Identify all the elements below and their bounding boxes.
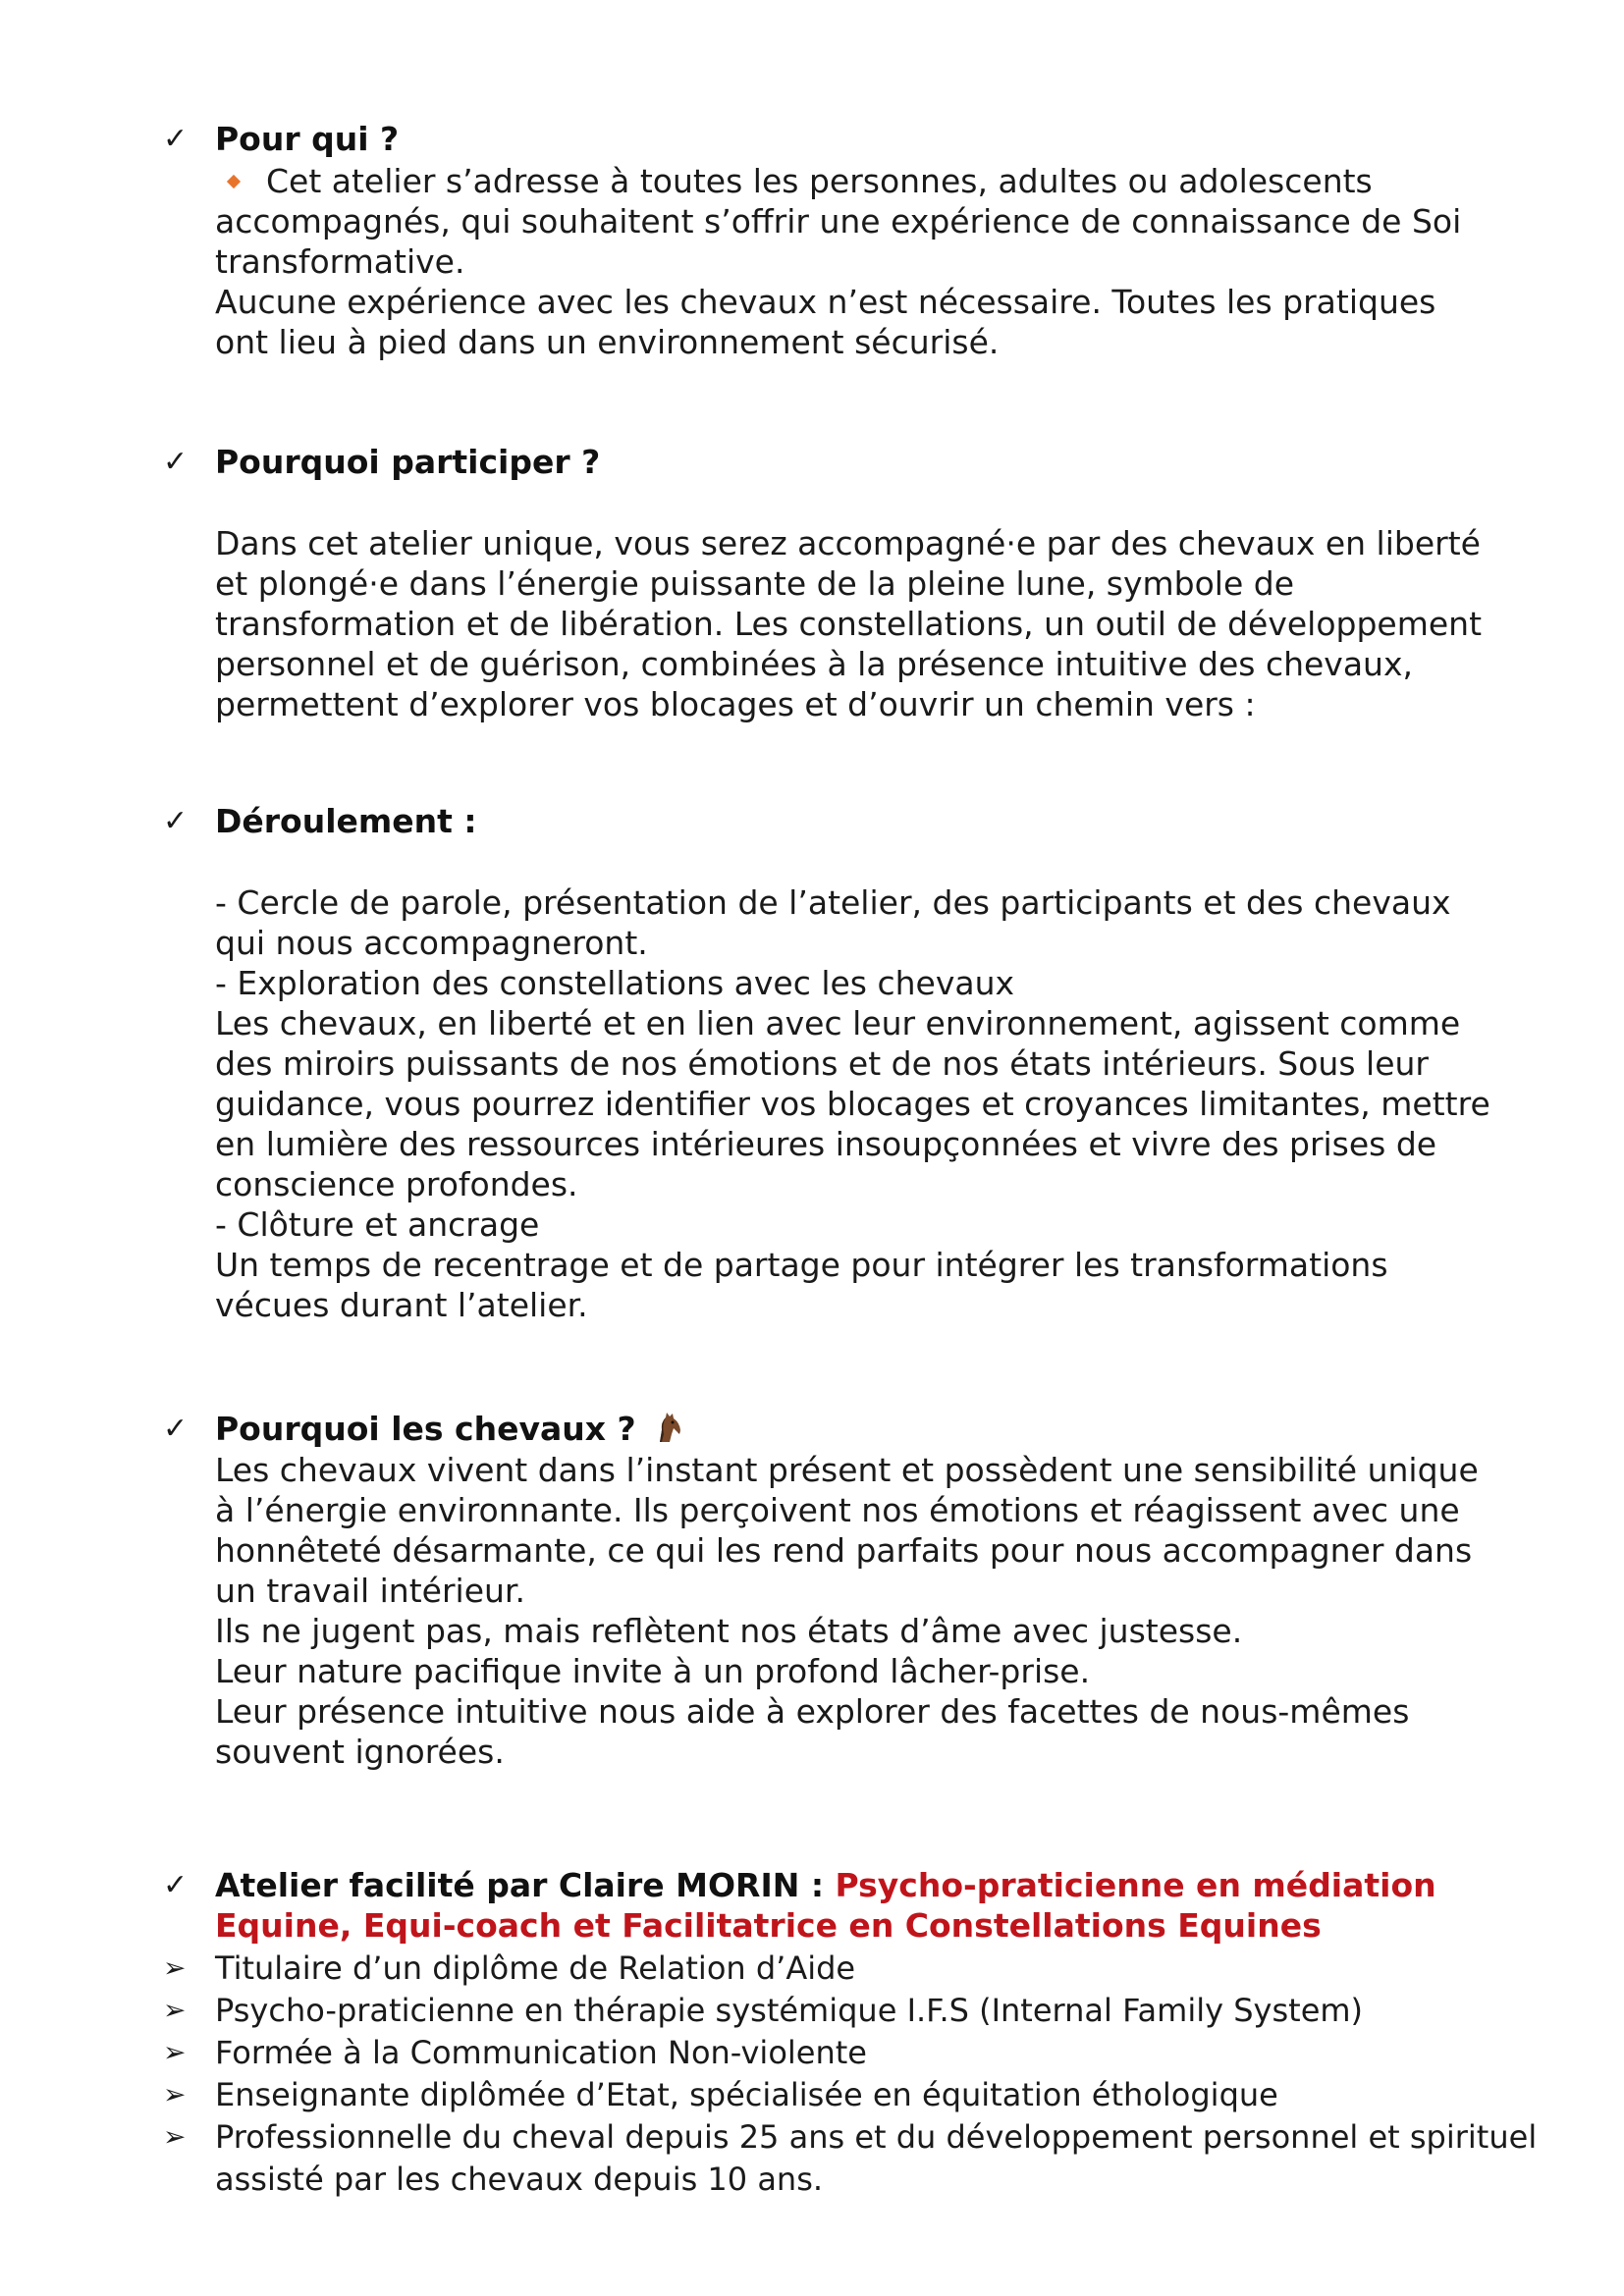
- checkmark-icon: ✓: [163, 445, 189, 479]
- section-paragraph: Dans cet atelier unique, vous serez accompagné·e par des chevaux en liberté et plongé·e dans l’énergie puissante de la pleine lune, symbole de transformation et de libération. Les constellations, un outil de développement personnel et de guérison, combinées à la présence intuitive des chevaux, permettent d’explorer vos blocages et d’ouvrir un chemin vers :: [215, 524, 1483, 723]
- arrow-bullet-icon: ➢: [163, 2120, 187, 2153]
- section-paragraph: Cet atelier s’adresse à toutes les personnes, adultes ou adolescents accompagnés, qui souhaitent s’offrir une expérience de connaissance de Soi transformative. Aucune expérience avec les chevaux n’est nécessaire. Toutes les pratiques ont lieu à pied dans un environnement sécurisé.: [215, 162, 1462, 361]
- list-item: Psycho-praticienne en thérapie systémique I.F.S (Internal Family System): [215, 1992, 1364, 2029]
- arrow-bullet-icon: ➢: [163, 1994, 187, 2026]
- list-item: Professionnelle du cheval depuis 25 ans et du développement personnel et spirituel: [215, 2118, 1538, 2156]
- list-item-continuation: assisté par les chevaux depuis 10 ans.: [215, 2161, 824, 2198]
- arrow-bullet-icon: ➢: [163, 2078, 187, 2110]
- arrow-bullet-icon: ➢: [163, 2036, 187, 2068]
- section-heading-continuation: Equine, Equi-coach et Facilitatrice en Constellations Equines: [215, 1906, 1322, 1945]
- section-heading: Pourquoi participer ?: [215, 443, 601, 481]
- section-heading: Pour qui ?: [215, 120, 400, 158]
- section-paragraph: Les chevaux vivent dans l’instant présent et possèdent une sensibilité unique à l’énergie environnante. Ils perçoivent nos émotions et réagissent avec une honnêteté désarmante, ce qui les rend parfaits pour nous accompagner dans un travail intérieur. Ils ne jugent pas, mais reflètent nos états d’âme avec justesse. Leur nature pacifique invite à un profond lâcher-prise. Leur présence intuitive nous aide à explorer des facettes de nous-mêmes souvent ignorées.: [215, 1451, 1479, 1771]
- list-item: Titulaire d’un diplôme de Relation d’Aide: [215, 1949, 856, 1987]
- orange-diamond-icon: [227, 175, 241, 188]
- section-heading: Déroulement :: [215, 802, 477, 840]
- section-paragraph: - Cercle de parole, présentation de l’atelier, des participants et des chevaux qui nous accompagneront. - Exploration des constellations avec les chevaux Les chevaux, en liberté et en lien avec leur environnement, agissent comme des miroirs puissants de nos émotions et de nos états intérieurs. Sous leur guidance, vous pourrez identifier vos blocages et croyances limitantes, mettre en lumière des ressources intérieures insoupçonnées et vivre des prises de conscience profondes. - Clôture et ancrage Un temps de recentrage et de partage pour intégrer les transformations vécues durant l’atelier.: [215, 883, 1490, 1324]
- list-item: Enseignante diplômée d’Etat, spécialisée en équitation éthologique: [215, 2076, 1278, 2113]
- list-item: Formée à la Communication Non-violente: [215, 2034, 867, 2071]
- checkmark-icon: ✓: [163, 1412, 189, 1446]
- checkmark-icon: ✓: [163, 804, 189, 838]
- checkmark-icon: ✓: [163, 122, 189, 156]
- horse-head-icon: [652, 1411, 685, 1444]
- checkmark-icon: ✓: [163, 1868, 189, 1902]
- section-heading: Pourquoi les chevaux ?: [215, 1410, 685, 1449]
- arrow-bullet-icon: ➢: [163, 1951, 187, 1984]
- section-heading: Atelier facilité par Claire MORIN : Psycho-praticienne en médiation: [215, 1866, 1436, 1904]
